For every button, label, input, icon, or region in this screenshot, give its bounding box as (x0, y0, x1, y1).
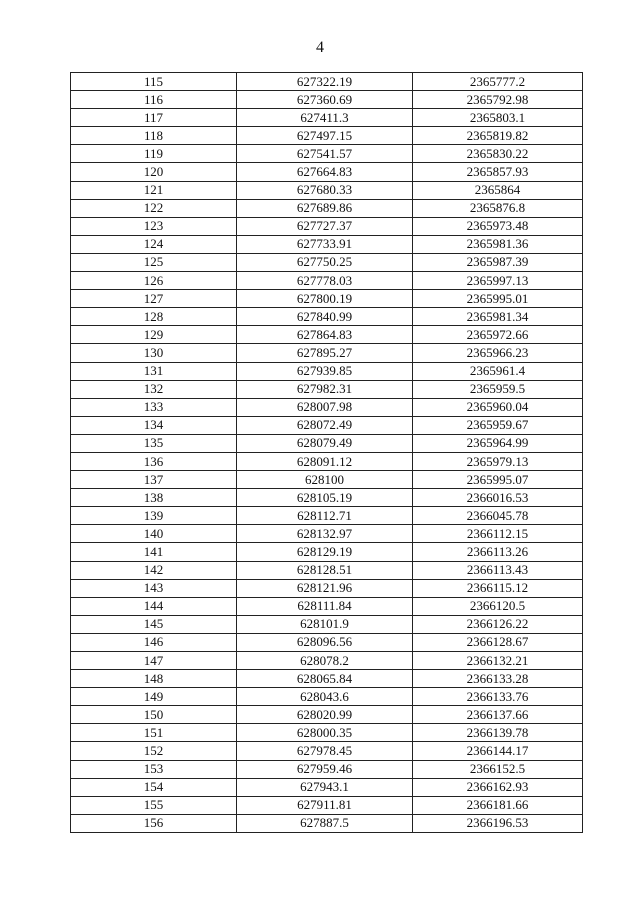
x-coordinate-cell: 628101.9 (237, 615, 413, 633)
x-coordinate-cell: 627733.91 (237, 235, 413, 253)
point-number-cell: 153 (71, 760, 237, 778)
y-coordinate-cell: 2365966.23 (413, 344, 583, 362)
table-row (71, 326, 583, 344)
y-coordinate-cell: 2365961.4 (413, 362, 583, 380)
table-row (71, 127, 583, 145)
y-coordinate-cell: 2366196.53 (413, 814, 583, 832)
y-coordinate-cell: 2365876.8 (413, 199, 583, 217)
y-coordinate-cell: 2365979.13 (413, 452, 583, 470)
table-row (71, 652, 583, 670)
point-number-cell: 136 (71, 452, 237, 470)
table-row (71, 724, 583, 742)
y-coordinate-cell: 2365830.22 (413, 145, 583, 163)
x-coordinate-cell: 627982.31 (237, 380, 413, 398)
y-coordinate-cell: 2365864 (413, 181, 583, 199)
point-number-cell: 123 (71, 217, 237, 235)
x-coordinate-cell: 627943.1 (237, 778, 413, 796)
table-row (71, 434, 583, 452)
y-coordinate-cell: 2366045.78 (413, 507, 583, 525)
table-row (71, 235, 583, 253)
x-coordinate-cell: 628100 (237, 471, 413, 489)
y-coordinate-cell: 2365792.98 (413, 91, 583, 109)
x-coordinate-cell: 627939.85 (237, 362, 413, 380)
y-coordinate-cell: 2366152.5 (413, 760, 583, 778)
x-coordinate-cell: 627689.86 (237, 199, 413, 217)
y-coordinate-cell: 2365981.34 (413, 308, 583, 326)
point-number-cell: 155 (71, 796, 237, 814)
y-coordinate-cell: 2365987.39 (413, 253, 583, 271)
x-coordinate-cell: 628000.35 (237, 724, 413, 742)
x-coordinate-cell: 627664.83 (237, 163, 413, 181)
table-row (71, 181, 583, 199)
x-coordinate-cell: 627778.03 (237, 272, 413, 290)
x-coordinate-cell: 627322.19 (237, 73, 413, 91)
point-number-cell: 156 (71, 814, 237, 832)
x-coordinate-cell: 628111.84 (237, 597, 413, 615)
x-coordinate-cell: 627497.15 (237, 127, 413, 145)
x-coordinate-cell: 627895.27 (237, 344, 413, 362)
y-coordinate-cell: 2366139.78 (413, 724, 583, 742)
y-coordinate-cell: 2365960.04 (413, 398, 583, 416)
table-row (71, 688, 583, 706)
table-row (71, 452, 583, 470)
table-row (71, 706, 583, 724)
x-coordinate-cell: 627978.45 (237, 742, 413, 760)
point-number-cell: 121 (71, 181, 237, 199)
table-row (71, 272, 583, 290)
point-number-cell: 133 (71, 398, 237, 416)
table-row (71, 796, 583, 814)
table-row (71, 398, 583, 416)
point-number-cell: 137 (71, 471, 237, 489)
point-number-cell: 145 (71, 615, 237, 633)
point-number-cell: 154 (71, 778, 237, 796)
point-number-cell: 149 (71, 688, 237, 706)
table-row (71, 416, 583, 434)
point-number-cell: 148 (71, 670, 237, 688)
y-coordinate-cell: 2365959.5 (413, 380, 583, 398)
table-row (71, 507, 583, 525)
y-coordinate-cell: 2366144.17 (413, 742, 583, 760)
point-number-cell: 122 (71, 199, 237, 217)
x-coordinate-cell: 628128.51 (237, 561, 413, 579)
y-coordinate-cell: 2366016.53 (413, 489, 583, 507)
table-row (71, 489, 583, 507)
y-coordinate-cell: 2365995.07 (413, 471, 583, 489)
x-coordinate-cell: 628121.96 (237, 579, 413, 597)
table-row (71, 163, 583, 181)
y-coordinate-cell: 2366133.28 (413, 670, 583, 688)
x-coordinate-cell: 628105.19 (237, 489, 413, 507)
x-coordinate-cell: 628020.99 (237, 706, 413, 724)
x-coordinate-cell: 627911.81 (237, 796, 413, 814)
x-coordinate-cell: 628072.49 (237, 416, 413, 434)
table-row (71, 199, 583, 217)
point-number-cell: 152 (71, 742, 237, 760)
x-coordinate-cell: 627840.99 (237, 308, 413, 326)
y-coordinate-cell: 2366113.43 (413, 561, 583, 579)
table-row (71, 579, 583, 597)
table-row (71, 145, 583, 163)
y-coordinate-cell: 2366113.26 (413, 543, 583, 561)
table-row (71, 217, 583, 235)
x-coordinate-cell: 628112.71 (237, 507, 413, 525)
point-number-cell: 141 (71, 543, 237, 561)
x-coordinate-cell: 627541.57 (237, 145, 413, 163)
point-number-cell: 118 (71, 127, 237, 145)
x-coordinate-cell: 628132.97 (237, 525, 413, 543)
y-coordinate-cell: 2366181.66 (413, 796, 583, 814)
point-number-cell: 128 (71, 308, 237, 326)
y-coordinate-cell: 2366162.93 (413, 778, 583, 796)
table-row (71, 253, 583, 271)
coordinate-table-body (71, 73, 583, 833)
page-number: 4 (316, 39, 324, 56)
y-coordinate-cell: 2365981.36 (413, 235, 583, 253)
table-row (71, 742, 583, 760)
table-row (71, 670, 583, 688)
point-number-cell: 151 (71, 724, 237, 742)
point-number-cell: 117 (71, 109, 237, 127)
table-row (71, 362, 583, 380)
point-number-cell: 140 (71, 525, 237, 543)
coordinate-table (70, 72, 583, 833)
y-coordinate-cell: 2365959.67 (413, 416, 583, 434)
point-number-cell: 135 (71, 434, 237, 452)
y-coordinate-cell: 2366133.76 (413, 688, 583, 706)
point-number-cell: 139 (71, 507, 237, 525)
y-coordinate-cell: 2365777.2 (413, 73, 583, 91)
x-coordinate-cell: 628096.56 (237, 633, 413, 651)
table-row (71, 633, 583, 651)
table-row (71, 543, 583, 561)
x-coordinate-cell: 628078.2 (237, 652, 413, 670)
table-row (71, 615, 583, 633)
x-coordinate-cell: 627750.25 (237, 253, 413, 271)
table-row (71, 308, 583, 326)
y-coordinate-cell: 2366120.5 (413, 597, 583, 615)
y-coordinate-cell: 2366126.22 (413, 615, 583, 633)
point-number-cell: 142 (71, 561, 237, 579)
table-row (71, 73, 583, 91)
x-coordinate-cell: 627360.69 (237, 91, 413, 109)
y-coordinate-cell: 2365995.01 (413, 290, 583, 308)
x-coordinate-cell: 628079.49 (237, 434, 413, 452)
y-coordinate-cell: 2366137.66 (413, 706, 583, 724)
y-coordinate-cell: 2366132.21 (413, 652, 583, 670)
y-coordinate-cell: 2366112.15 (413, 525, 583, 543)
table-row (71, 525, 583, 543)
x-coordinate-cell: 628129.19 (237, 543, 413, 561)
table-row (71, 561, 583, 579)
y-coordinate-cell: 2366115.12 (413, 579, 583, 597)
point-number-cell: 132 (71, 380, 237, 398)
point-number-cell: 129 (71, 326, 237, 344)
y-coordinate-cell: 2365973.48 (413, 217, 583, 235)
point-number-cell: 124 (71, 235, 237, 253)
table-row (71, 91, 583, 109)
table-row (71, 290, 583, 308)
table-row (71, 380, 583, 398)
point-number-cell: 116 (71, 91, 237, 109)
point-number-cell: 125 (71, 253, 237, 271)
y-coordinate-cell: 2366128.67 (413, 633, 583, 651)
y-coordinate-cell: 2365964.99 (413, 434, 583, 452)
table-row (71, 597, 583, 615)
point-number-cell: 120 (71, 163, 237, 181)
x-coordinate-cell: 627727.37 (237, 217, 413, 235)
x-coordinate-cell: 628043.6 (237, 688, 413, 706)
x-coordinate-cell: 628065.84 (237, 670, 413, 688)
point-number-cell: 119 (71, 145, 237, 163)
point-number-cell: 147 (71, 652, 237, 670)
x-coordinate-cell: 627887.5 (237, 814, 413, 832)
table-row (71, 778, 583, 796)
point-number-cell: 138 (71, 489, 237, 507)
point-number-cell: 146 (71, 633, 237, 651)
y-coordinate-cell: 2365819.82 (413, 127, 583, 145)
x-coordinate-cell: 627864.83 (237, 326, 413, 344)
x-coordinate-cell: 627800.19 (237, 290, 413, 308)
point-number-cell: 134 (71, 416, 237, 434)
table-row (71, 471, 583, 489)
point-number-cell: 150 (71, 706, 237, 724)
point-number-cell: 143 (71, 579, 237, 597)
x-coordinate-cell: 628007.98 (237, 398, 413, 416)
x-coordinate-cell: 627411.3 (237, 109, 413, 127)
y-coordinate-cell: 2365803.1 (413, 109, 583, 127)
table-row (71, 814, 583, 832)
x-coordinate-cell: 627959.46 (237, 760, 413, 778)
point-number-cell: 126 (71, 272, 237, 290)
point-number-cell: 131 (71, 362, 237, 380)
y-coordinate-cell: 2365857.93 (413, 163, 583, 181)
x-coordinate-cell: 628091.12 (237, 452, 413, 470)
y-coordinate-cell: 2365997.13 (413, 272, 583, 290)
point-number-cell: 144 (71, 597, 237, 615)
y-coordinate-cell: 2365972.66 (413, 326, 583, 344)
table-row (71, 109, 583, 127)
table-row (71, 344, 583, 362)
point-number-cell: 127 (71, 290, 237, 308)
x-coordinate-cell: 627680.33 (237, 181, 413, 199)
point-number-cell: 115 (71, 73, 237, 91)
point-number-cell: 130 (71, 344, 237, 362)
table-row (71, 760, 583, 778)
